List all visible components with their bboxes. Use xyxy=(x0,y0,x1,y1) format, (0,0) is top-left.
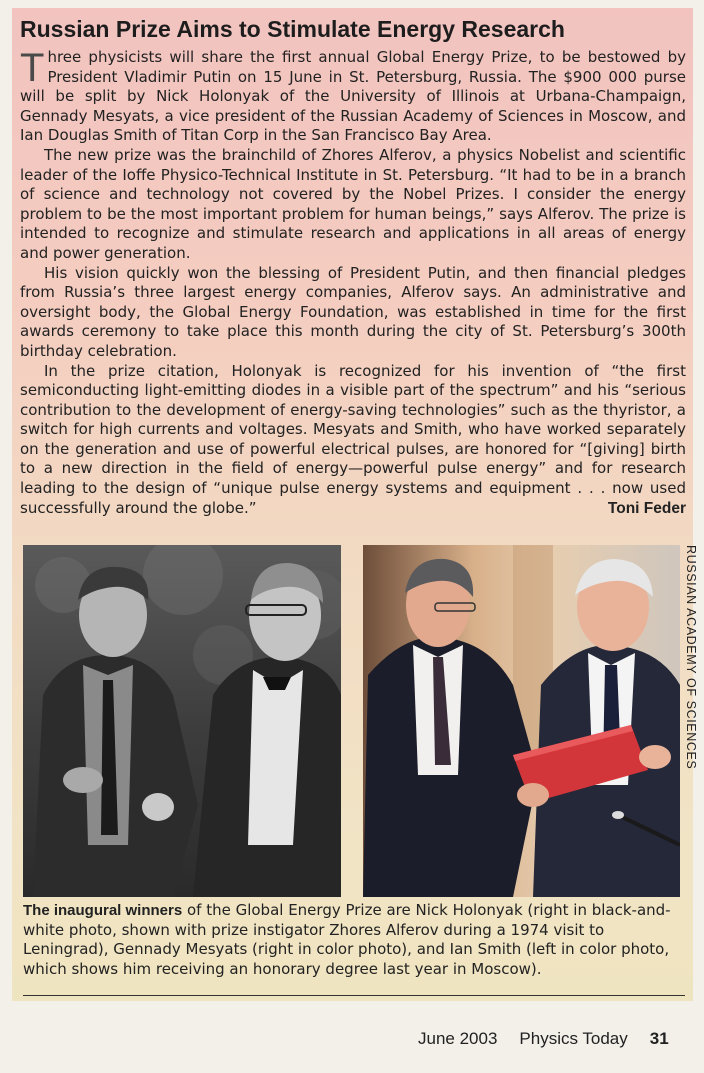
page-number: 31 xyxy=(649,1029,669,1048)
article-body xyxy=(20,48,686,518)
paragraph-2: The new prize was the brainchild of Zhores Alferov, a physics Nobelist and scientific leader of the Ioffe Physico-Technical Institute in St. Petersburg. “It had to be in a branch of science and technology not covered by the Nobel Prizes. I consider the energy problem to be the most important problem for human beings,” says Alferov. The prize is intended to recognize and stimulate research and applications in all areas of energy and power generation. xyxy=(20,145,686,262)
page-footer xyxy=(418,1029,692,1049)
issue-date: June 2003 xyxy=(418,1029,498,1048)
paragraph-3: His vision quickly won the blessing of President Putin, and then financial pledges from Russia’s three largest energy companies, Alferov says. An administrative and oversight body, the Global Energy Foundation, was established in time for the first awards ceremony to take place this month during the city of St. Petersburg’s 300th birthday celebration. xyxy=(20,263,686,360)
paragraph-1: Three physicists will share the first annual Global Energy Prize, to be bestowed by President Vladimir Putin on 15 June in St. Petersburg, Russia. The $900 000 purse will be split by Nick Holonyak of the University of Illinois at Urbana-Champaign, Gennady Mesyats, a vice president of the Russian Academy of Sciences in Moscow, and Ian Douglas Smith of Titan Corp in the San Francisco Bay Area. xyxy=(20,46,686,145)
photo-credit: RUSSIAN ACADEMY OF SCIENCES xyxy=(684,545,698,770)
color-photo-smith-mesyats xyxy=(363,545,680,897)
caption-text: of the Global Energy Prize are Nick Holonyak (right in black-and-white photo, shown with prize instigator Zhores Alferov during a 1974 visit to Leningrad), Gennady Mesyats (right in color photo), and Ian Smith (left in color photo, which shows him receiving an honorary degree last year in Moscow). xyxy=(23,901,671,978)
color-photo-illustration xyxy=(363,545,680,897)
news-sidebar-box xyxy=(12,8,698,1001)
caption-rule xyxy=(23,995,685,996)
bw-photo-illustration xyxy=(23,545,341,897)
headline: Russian Prize Aims to Stimulate Energy Research xyxy=(20,16,565,42)
photo-caption xyxy=(23,901,683,979)
magazine-name: Physics Today xyxy=(519,1029,628,1048)
caption-lead: The inaugural winners xyxy=(23,902,183,919)
bw-photo-holonyak-alferov xyxy=(23,545,341,897)
byline: Toni Feder xyxy=(607,499,686,517)
paragraph-4: In the prize citation, Holonyak is recognized for his invention of “the first semiconducting light-emitting diodes in a visible part of the spectrum” and his “serious contribution to the development of energy-saving technologies” such as the thyristor, a switch for high currents and voltages. Mesyats and Smith, who have worked separately on the generation and use of powerful electrical pulses, are honored for “[giving] birth to a new direction in the field of energy—powerful pulse energy” and for research leading to the design of “unique pulse energy systems and equipment . . . now used successfully around the globe.” Toni Feder xyxy=(20,361,686,517)
drop-cap: T xyxy=(20,46,45,90)
